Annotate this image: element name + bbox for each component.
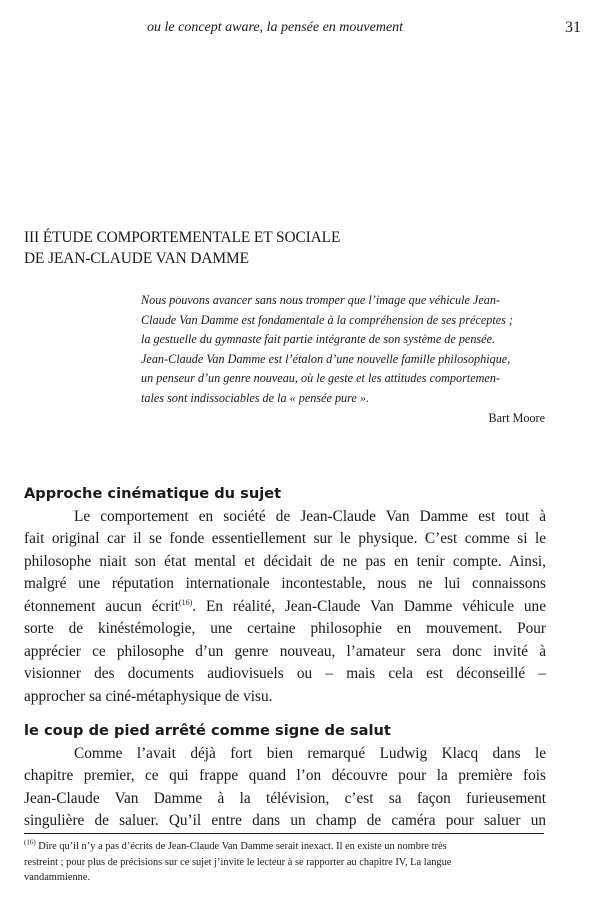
body-line: apprécier ce philosophe d’un genre nouveau, l’amateur sera donc invité à bbox=[24, 642, 546, 660]
body-line: malgré une réputation internationale incontestable, nous ne lui connaissons bbox=[24, 575, 546, 592]
body-line: étonnement aucun écrit$^{(16)}$. En réalité, Jean-Claude Van Damme véhicule une bbox=[24, 597, 546, 615]
body-line: philosophe niait son état mental et décidait de ne pas en tenir compte. Ainsi, bbox=[24, 552, 546, 570]
body-line: Le comportement en société de Jean-Claude Van Damme est tout à bbox=[74, 507, 546, 525]
body-section-cinematique bbox=[24, 483, 546, 708]
footnote-line: vandammienne. bbox=[24, 872, 91, 883]
section-title bbox=[24, 227, 340, 269]
subheading: le coup de pied arrêté comme signe de salut bbox=[24, 722, 391, 739]
epigraph-line: un penseur d’un genre nouveau, où le geste et les attitudes comportemen- bbox=[141, 371, 500, 386]
body-line: chapitre premier, ce qui frappe quand l’on découvre pour la première fois bbox=[24, 767, 546, 784]
footnote-line: restreint ; pour plus de précisions sur ce sujet j’invite le lecteur à se rapporter au chapitre IV, La langue bbox=[24, 856, 452, 868]
body-section-salut bbox=[24, 720, 546, 833]
body-line: Comme l’avait déjà fort bien remarqué Ludwig Klacq dans le bbox=[74, 744, 546, 762]
epigraph-line: Claude Van Damme est fondamentale à la compréhension de ses préceptes ; bbox=[141, 312, 513, 327]
body-line: singulière de saluer. Qu’il entre dans un champ de caméra pour saluer un bbox=[24, 812, 546, 829]
epigraph-author: Bart Moore bbox=[488, 410, 545, 425]
footnote bbox=[24, 839, 546, 886]
subheading: Approche cinématique du sujet bbox=[24, 485, 282, 502]
running-head-title: ou le concept aware, la pensée en mouvement bbox=[147, 20, 404, 35]
body-line: sorte de kinéstémologie, une certaine philosophie en mouvement. Pour bbox=[24, 620, 546, 637]
epigraph-line: la gestuelle du gymnaste fait partie intégrante de son système de pensée. bbox=[141, 332, 496, 347]
body-paragraph bbox=[24, 506, 546, 709]
footnote-marker: (16) bbox=[24, 838, 36, 847]
page-number: 31 bbox=[565, 19, 581, 36]
epigraph-line: tales sont indissociables de la « pensée pure ». bbox=[141, 390, 370, 405]
section-title-line: III ÉTUDE COMPORTEMENTALE ET SOCIALE bbox=[24, 229, 341, 246]
footnote-divider bbox=[24, 833, 544, 834]
footnote-reference[interactable]: (16) bbox=[178, 597, 193, 607]
epigraph-line: Nous pouvons avancer sans nous tromper que l’image que véhicule Jean- bbox=[141, 293, 501, 307]
body-line: approcher sa ciné-métaphysique de visu. bbox=[24, 687, 273, 705]
section-title-line: DE JEAN-CLAUDE VAN DAMME bbox=[24, 250, 249, 267]
epigraph-line: Jean-Claude Van Damme est l’étalon d’une nouvelle famille philosophique, bbox=[141, 351, 511, 366]
body-paragraph bbox=[24, 743, 546, 833]
body-line: Jean-Claude Van Damme à la télévision, c’est sa façon furieusement bbox=[24, 789, 546, 807]
body-line: visionner des documents audiovisuels ou – mais cela est déconseillé – bbox=[24, 665, 546, 682]
footnote-line: $^{(16)}$ Dire qu’il n’y a pas d’écrits de Jean-Claude Van Damme serait inexact. Il en existe un nombre très bbox=[24, 838, 447, 852]
epigraph bbox=[141, 291, 545, 428]
body-line: fait original car il se fonde essentiellement sur le physique. C’est comme si le bbox=[24, 530, 546, 547]
